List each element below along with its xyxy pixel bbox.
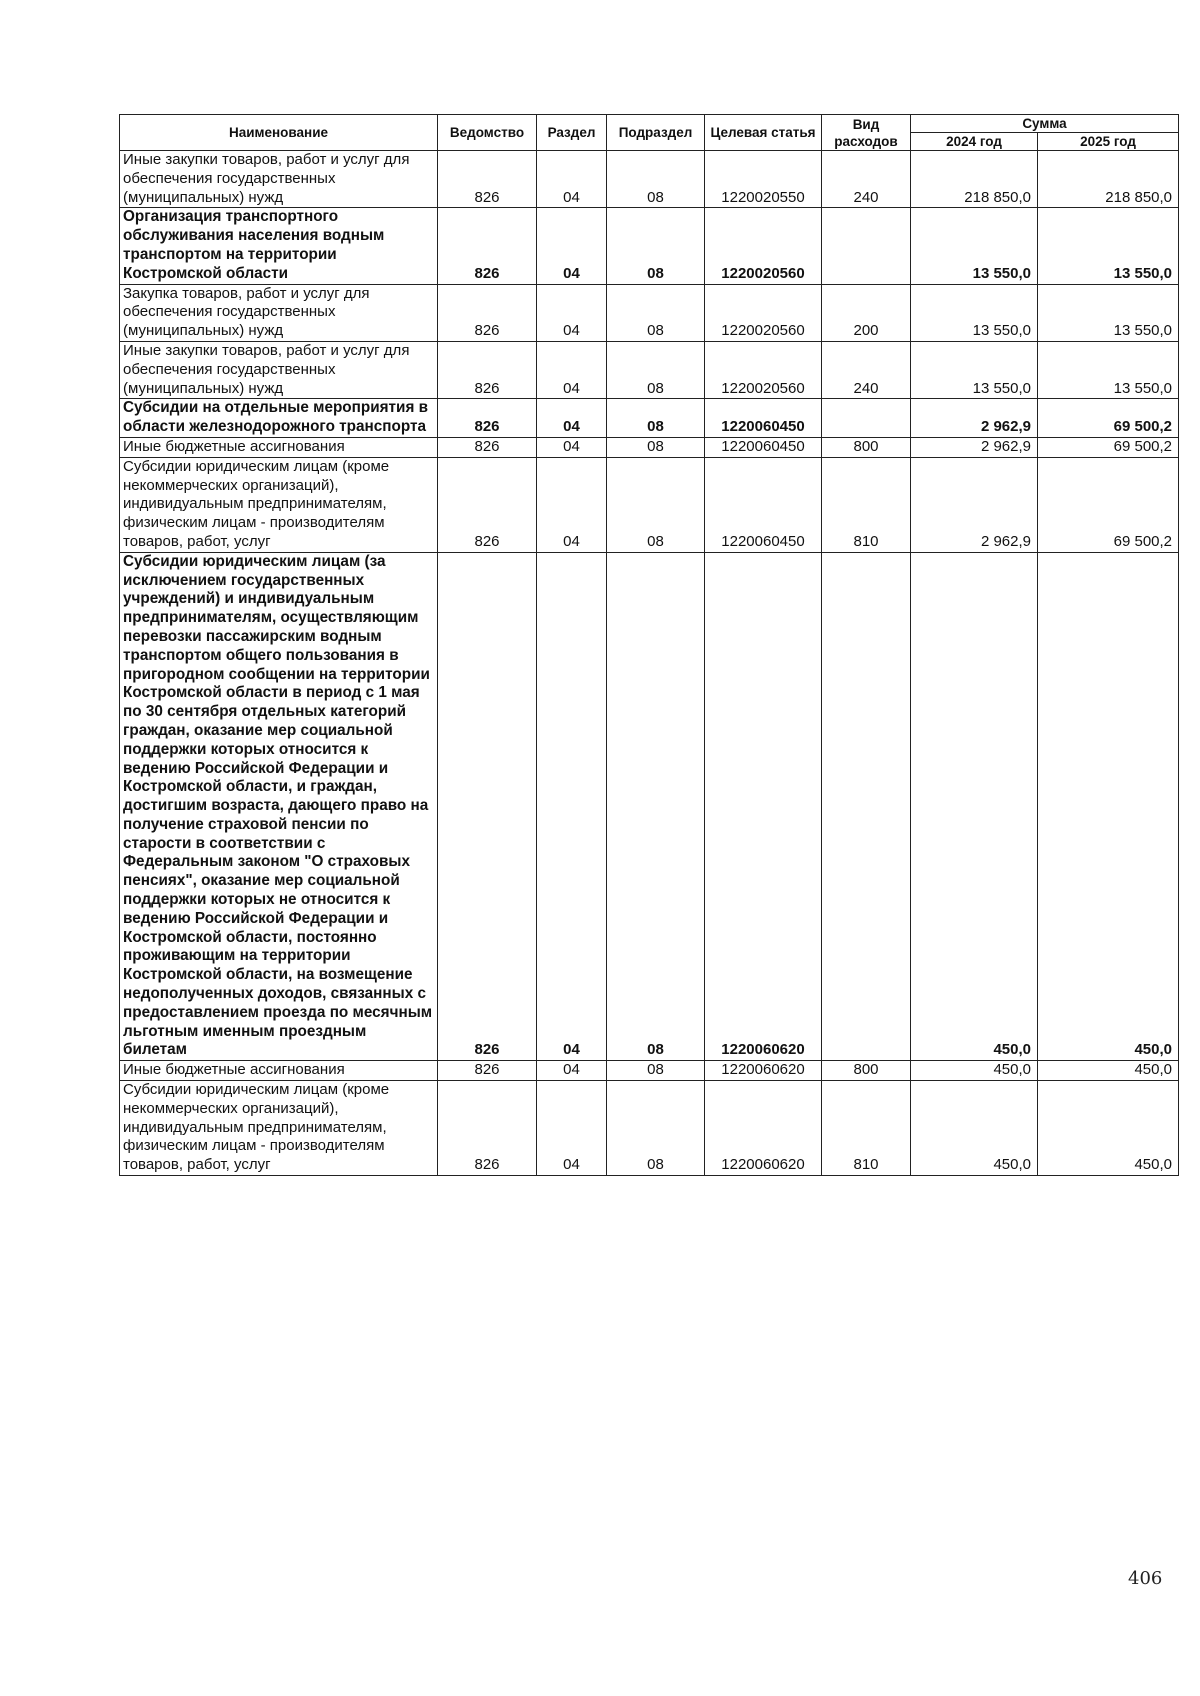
sum-2024-cell: 2 962,9 <box>911 399 1038 438</box>
table-header <box>120 115 1179 151</box>
target-cell: 1220060450 <box>705 457 822 552</box>
section-cell: 04 <box>537 457 607 552</box>
section-cell: 04 <box>537 1081 607 1176</box>
sum-2025-cell: 69 500,2 <box>1038 399 1179 438</box>
section-cell: 04 <box>537 552 607 1061</box>
department-cell: 826 <box>438 208 537 284</box>
target-cell: 1220060620 <box>705 1081 822 1176</box>
sum-2025-cell: 69 500,2 <box>1038 437 1179 457</box>
table-row <box>120 457 1179 552</box>
header-year-2024: 2024 год <box>911 133 1038 151</box>
expense-type-cell: 810 <box>822 457 911 552</box>
target-cell: 1220020550 <box>705 151 822 208</box>
section-cell: 04 <box>537 208 607 284</box>
department-cell: 826 <box>438 151 537 208</box>
name-cell: Субсидии юридическим лицам (за исключением государственных учреждений) и индивидуальным предпринимателям, осуществляющим перевозки пассажирским водным транспортом общего пользования в пригородном сообщении на территории Костромской области в период с 1 мая по 30 сентября отдельных категорий граждан, оказание мер социальной поддержки которых относится к ведению Российской Федерации и Костромской области, и граждан, достигшим возраста, дающего право на получение страховой пенсии по старости в соответствии с Федеральным законом "О страховых пенсиях", оказание мер социальной поддержки которых не относится к ведению Российской Федерации и Костромской области, постоянно проживающим на территории Костромской области, на возмещение недополученных доходов, связанных с предоставлением проезда по месячным льготным именным проездным билетам <box>120 552 438 1061</box>
department-cell: 826 <box>438 341 537 398</box>
sum-2024-cell: 13 550,0 <box>911 208 1038 284</box>
sum-2025-cell: 13 550,0 <box>1038 341 1179 398</box>
subsection-cell: 08 <box>607 437 705 457</box>
subsection-cell: 08 <box>607 341 705 398</box>
header-subsection: Подраздел <box>607 115 705 151</box>
name-cell: Субсидии юридическим лицам (кроме некоммерческих организаций), индивидуальным предпринимателям, физическим лицам - производителям товаров, работ, услуг <box>120 457 438 552</box>
target-cell: 1220020560 <box>705 208 822 284</box>
table-row <box>120 284 1179 341</box>
subsection-cell: 08 <box>607 399 705 438</box>
target-cell: 1220060620 <box>705 1061 822 1081</box>
sum-2025-cell: 450,0 <box>1038 1081 1179 1176</box>
header-sum: Сумма <box>911 115 1179 133</box>
page-number: 406 <box>1128 1568 1163 1589</box>
sum-2024-cell: 13 550,0 <box>911 284 1038 341</box>
table-row <box>120 437 1179 457</box>
table-row <box>120 151 1179 208</box>
subsection-cell: 08 <box>607 284 705 341</box>
target-cell: 1220020560 <box>705 341 822 398</box>
target-cell: 1220060620 <box>705 552 822 1061</box>
expense-type-cell: 800 <box>822 1061 911 1081</box>
name-cell: Иные закупки товаров, работ и услуг для обеспечения государственных (муниципальных) нужд <box>120 341 438 398</box>
header-section: Раздел <box>537 115 607 151</box>
expense-type-cell: 240 <box>822 341 911 398</box>
header-name: Наименование <box>120 115 438 151</box>
expense-type-cell <box>822 208 911 284</box>
sum-2024-cell: 218 850,0 <box>911 151 1038 208</box>
table-body <box>120 151 1179 1176</box>
header-target: Целевая статья <box>705 115 822 151</box>
sum-2024-cell: 2 962,9 <box>911 457 1038 552</box>
section-cell: 04 <box>537 399 607 438</box>
budget-table <box>119 114 1179 1176</box>
department-cell: 826 <box>438 399 537 438</box>
table-row <box>120 208 1179 284</box>
expense-type-cell: 800 <box>822 437 911 457</box>
department-cell: 826 <box>438 1061 537 1081</box>
sum-2024-cell: 2 962,9 <box>911 437 1038 457</box>
department-cell: 826 <box>438 1081 537 1176</box>
header-year-2025: 2025 год <box>1038 133 1179 151</box>
name-cell: Субсидии юридическим лицам (кроме некоммерческих организаций), индивидуальным предпринимателям, физическим лицам - производителям товаров, работ, услуг <box>120 1081 438 1176</box>
table-row <box>120 1061 1179 1081</box>
sum-2024-cell: 13 550,0 <box>911 341 1038 398</box>
section-cell: 04 <box>537 341 607 398</box>
sum-2025-cell: 218 850,0 <box>1038 151 1179 208</box>
sum-2025-cell: 450,0 <box>1038 1061 1179 1081</box>
name-cell: Иные закупки товаров, работ и услуг для обеспечения государственных (муниципальных) нужд <box>120 151 438 208</box>
name-cell: Субсидии на отдельные мероприятия в области железнодорожного транспорта <box>120 399 438 438</box>
subsection-cell: 08 <box>607 1081 705 1176</box>
name-cell: Иные бюджетные ассигнования <box>120 1061 438 1081</box>
section-cell: 04 <box>537 151 607 208</box>
target-cell: 1220020560 <box>705 284 822 341</box>
sum-2024-cell: 450,0 <box>911 1081 1038 1176</box>
sum-2025-cell: 450,0 <box>1038 552 1179 1061</box>
expense-type-cell: 200 <box>822 284 911 341</box>
table-row <box>120 1081 1179 1176</box>
expense-type-cell: 240 <box>822 151 911 208</box>
sum-2025-cell: 69 500,2 <box>1038 457 1179 552</box>
subsection-cell: 08 <box>607 457 705 552</box>
table-row <box>120 341 1179 398</box>
section-cell: 04 <box>537 437 607 457</box>
department-cell: 826 <box>438 457 537 552</box>
section-cell: 04 <box>537 1061 607 1081</box>
expense-type-cell <box>822 552 911 1061</box>
target-cell: 1220060450 <box>705 437 822 457</box>
section-cell: 04 <box>537 284 607 341</box>
table-row <box>120 552 1179 1061</box>
subsection-cell: 08 <box>607 208 705 284</box>
sum-2024-cell: 450,0 <box>911 552 1038 1061</box>
name-cell: Организация транспортного обслуживания населения водным транспортом на территории Костромской области <box>120 208 438 284</box>
table-row <box>120 399 1179 438</box>
target-cell: 1220060450 <box>705 399 822 438</box>
sum-2025-cell: 13 550,0 <box>1038 284 1179 341</box>
department-cell: 826 <box>438 437 537 457</box>
subsection-cell: 08 <box>607 151 705 208</box>
department-cell: 826 <box>438 552 537 1061</box>
header-expense-type: Вид расходов <box>822 115 911 151</box>
sum-2024-cell: 450,0 <box>911 1061 1038 1081</box>
subsection-cell: 08 <box>607 552 705 1061</box>
header-department: Ведомство <box>438 115 537 151</box>
department-cell: 826 <box>438 284 537 341</box>
expense-type-cell <box>822 399 911 438</box>
subsection-cell: 08 <box>607 1061 705 1081</box>
name-cell: Иные бюджетные ассигнования <box>120 437 438 457</box>
expense-type-cell: 810 <box>822 1081 911 1176</box>
sum-2025-cell: 13 550,0 <box>1038 208 1179 284</box>
name-cell: Закупка товаров, работ и услуг для обеспечения государственных (муниципальных) нужд <box>120 284 438 341</box>
